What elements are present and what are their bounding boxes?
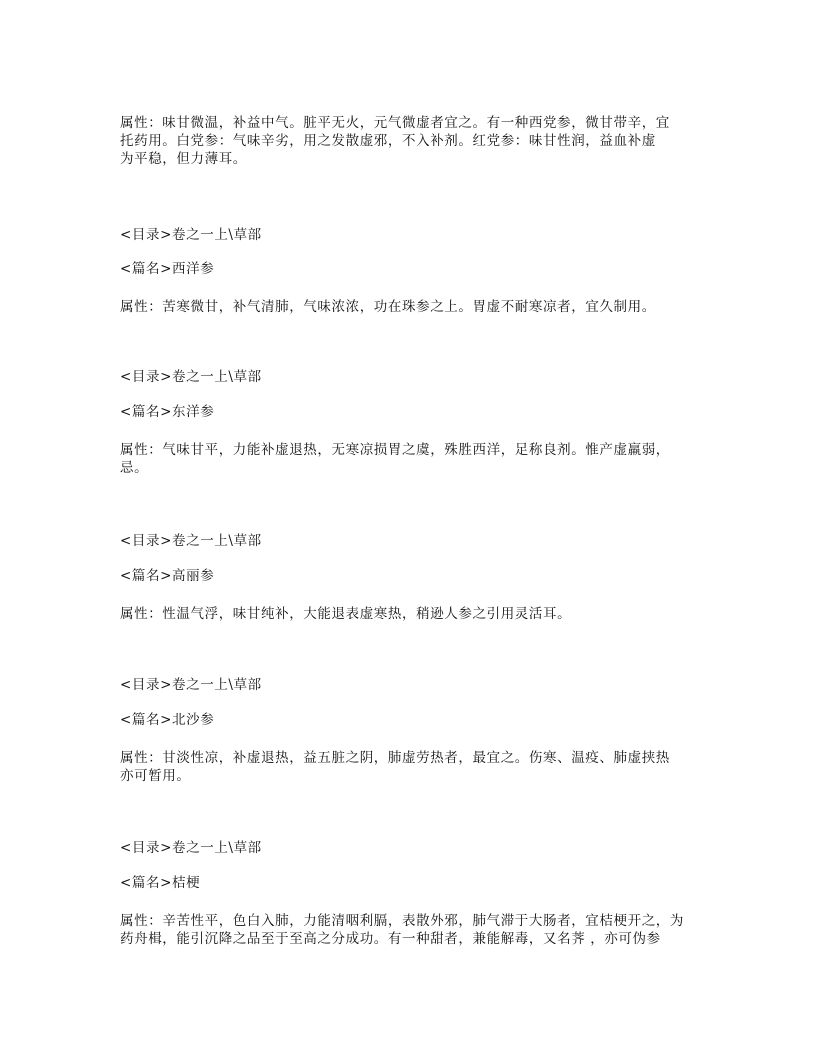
intro-line: 为平稳，但力薄耳。 — [120, 151, 247, 167]
intro-line: 托药用。白党参：气味辛劣，用之发散虚邪，不入补剂。红党参：味甘性润，益血补虚 — [120, 133, 656, 149]
entry-title: <篇名>桔梗 — [120, 875, 201, 891]
entry-property: 属性：气味甘平，力能补虚退热，无寒凉损胃之虞，殊胜西洋，足称良剂。惟产虚羸弱， — [120, 442, 670, 458]
entry-title: <篇名>西洋参 — [120, 261, 215, 277]
entry-title: <篇名>高丽参 — [120, 568, 215, 584]
entry-property: 属性：苦寒微甘，补气清肺，气味浓浓，功在珠参之上。胃虚不耐寒凉者，宜久制用。 — [120, 299, 656, 315]
entry-property: 亦可暂用。 — [120, 768, 191, 784]
entry-catalog: <目录>卷之一上\草部 — [120, 533, 262, 549]
entry-property: 属性：辛苦性平，色白入肺，力能清咽利膈，表散外邪，肺气滞于大肠者，宜桔梗开之，为 — [120, 913, 684, 929]
entry-property: 忌。 — [120, 460, 149, 476]
entry-catalog: <目录>卷之一上\草部 — [120, 227, 262, 243]
entry-catalog: <目录>卷之一上\草部 — [120, 677, 262, 693]
intro-line: 属性：味甘微温，补益中气。脏平无火，元气微虚者宜之。有一种西党参，微甘带辛，宜 — [120, 115, 670, 131]
entry-property: 属性：性温气浮，味甘纯补，大能退表虚寒热，稍逊人参之引用灵活耳。 — [120, 606, 572, 622]
entry-catalog: <目录>卷之一上\草部 — [120, 369, 262, 385]
entry-property: 属性：甘淡性凉，补虚退热，益五脏之阴，肺虚劳热者，最宜之。伤寒、温疫、肺虚挟热 — [120, 750, 670, 766]
entry-catalog: <目录>卷之一上\草部 — [120, 840, 262, 856]
entry-title: <篇名>东洋参 — [120, 404, 215, 420]
entry-property: 药舟楫，能引沉降之品至于至高之分成功。有一种甜者，兼能解毒，又名荠 ，亦可伪参 — [120, 931, 661, 947]
entry-title: <篇名>北沙参 — [120, 712, 215, 728]
